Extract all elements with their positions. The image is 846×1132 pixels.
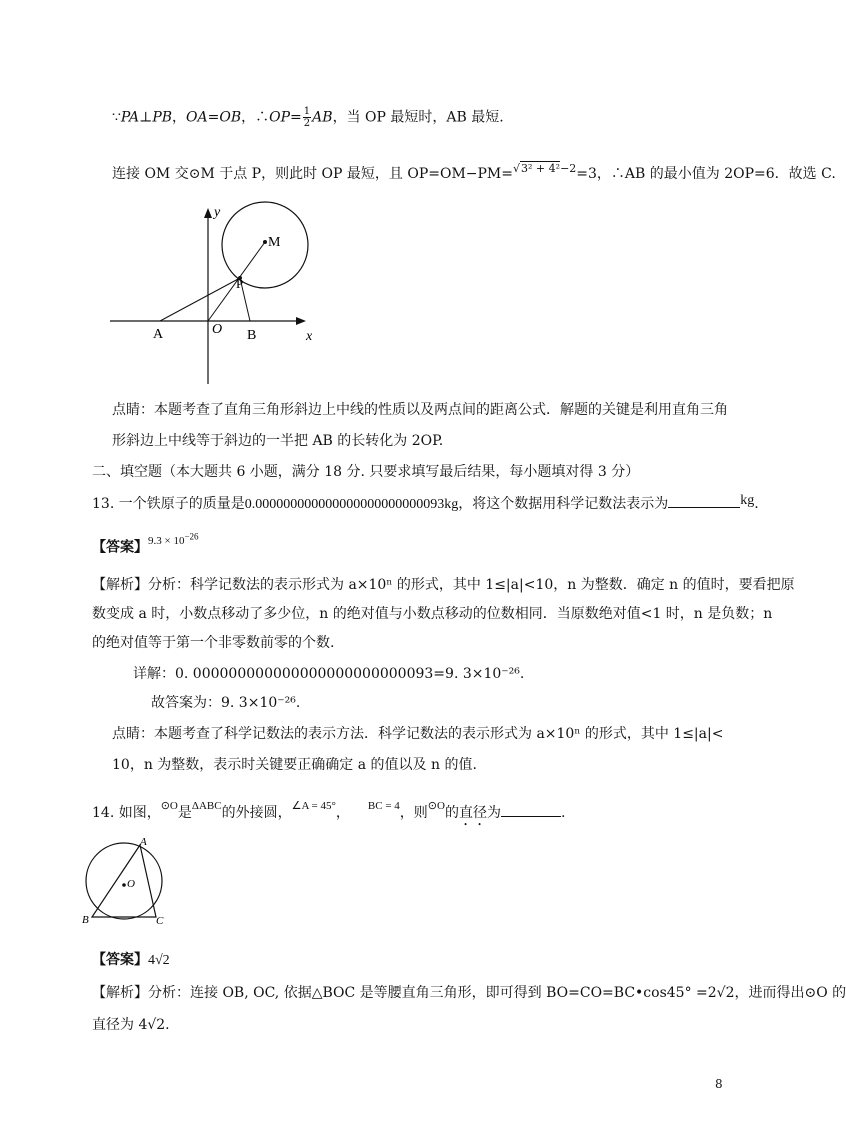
q12-line2-pre: 连接 OM 交⊙M 于点 P，则此时 OP 最短，且 OP=OM−PM= [112, 166, 514, 182]
q12-line2-post: =3，∴AB 的最小值为 2OP=6．故选 C. [576, 166, 836, 182]
q14-text5-pre: 的 [444, 805, 459, 821]
q14-answer-blank[interactable] [501, 802, 561, 817]
q13-comment-line1: 点睛：本题考查了科学记数法的表示方法．科学记数法的表示形式为 a×10ⁿ 的形式，其中 1≤|a|< [112, 726, 724, 742]
q13-final: 故答案为：9. 3×10⁻²⁶. [151, 695, 301, 711]
page-number: 8 [715, 1077, 723, 1091]
q12-coordinate-figure [108, 200, 328, 390]
q13-text-mid: ，将这个数据用科学记数法表示为 [458, 496, 669, 512]
q13-question [92, 491, 759, 515]
q14-triangle: ΔABC [191, 800, 222, 812]
x-axis-arrow [296, 317, 306, 325]
therefore-symbol: ∴ [255, 109, 270, 126]
q14-analysis-line2: 直径为 4√2. [92, 1017, 170, 1033]
q14-text2: 是 [177, 805, 192, 821]
ab-term: AB [312, 109, 333, 126]
q13-value: 0.000000000000000000000000093kg [244, 497, 459, 512]
q14-text5-dots: 直径 [458, 805, 487, 821]
q14-circle-figure [76, 835, 176, 927]
point-m [263, 240, 267, 244]
q14-angle: ∠A = 45° [291, 800, 336, 812]
fig-label-a: A [140, 836, 147, 848]
q13-answer [92, 526, 199, 558]
q12-line1: ∵PA⊥PB，OA=OB，∴OP= $\frac{1}{2}$ AB，当 OP 最短时，AB 最短. [112, 106, 504, 129]
fig-label-o: O [127, 878, 135, 890]
q14-answer-label: 【答案】 [92, 952, 148, 968]
q14-text1: 如图， [118, 805, 161, 821]
q13-answer-value: 9.3 × 10 [148, 534, 185, 547]
q14-text4: ，则 [399, 805, 428, 821]
segment-pa [160, 278, 240, 321]
fig-label-c: C [156, 915, 164, 927]
label-o: O [212, 322, 223, 337]
q13-answer-blank[interactable] [668, 493, 740, 508]
q13-text-pre: 一个铁原子的质量是 [118, 496, 245, 512]
circumcircle [86, 843, 162, 919]
q12-line1-tail: ，当 OP 最短时，AB 最短. [332, 109, 504, 126]
section2-heading: 二、填空题（本大题共 6 小题，满分 18 分. 只要求填写最后结果，每小题填对得 3 分） [92, 464, 640, 480]
sqrt-term: √3² + 4²−2 [513, 162, 577, 175]
label-p: P [236, 276, 244, 291]
frac-numerator: 1 [303, 106, 311, 117]
q13-answer-exp: −26 [184, 531, 199, 541]
q14-number: 14. [92, 805, 115, 821]
triangle-abc [92, 845, 156, 917]
circle-m [222, 202, 308, 288]
label-b: B [247, 328, 257, 343]
label-y: y [214, 205, 221, 220]
q14-circle-o: ⊙O [160, 800, 178, 812]
frac-denominator: 2 [303, 118, 311, 129]
q13-detail: 详解：0. 000000000000000000000000093=9. 3×10⁻²⁶. [133, 666, 525, 682]
q13-answer-label: 【答案】 [92, 539, 148, 556]
q12-comment-line2: 形斜边上中线等于斜边的一半把 AB 的长转化为 2OP. [112, 433, 444, 449]
q13-analysis-line3: 的绝对值等于第一个非零数前零的个数. [92, 635, 335, 651]
q14-question [92, 796, 565, 829]
pa-pb-expr: PA⊥PB [120, 109, 173, 126]
because-symbol: ∵ [112, 109, 121, 126]
q13-unit: kg [740, 493, 755, 508]
q14-text3: 的外接圆， [221, 805, 292, 821]
q12-comment-line1: 点睛：本题考查了直角三角形斜边上中线的性质以及两点间的距离公式．解题的关键是利用直角三角 [112, 402, 728, 418]
q14-bc: BC = 4 [367, 800, 400, 812]
q14-comma: ， [335, 805, 350, 821]
q12-line2 [112, 159, 836, 184]
fig-label-b: B [82, 914, 89, 926]
q13-number: 13. [92, 496, 115, 512]
center-o [122, 883, 126, 887]
op-eq-expr: OP= [269, 109, 302, 126]
q13-comment-line2: 10，n 为整数，表示时关键要正确确定 a 的值以及 n 的值. [112, 757, 477, 773]
oa-ob-expr: OA=OB [186, 109, 242, 126]
q14-answer [92, 950, 170, 971]
q14-answer-value: 4√2 [148, 953, 170, 968]
q13-end: . [754, 496, 759, 512]
label-a: A [153, 327, 164, 342]
q13-analysis-line2: 数变成 a 时，小数点移动了多少位，n 的绝对值与小数点移动的位数相同．当原数绝对值<1 时，n 是负数；n [92, 606, 773, 622]
y-axis-arrow [204, 208, 212, 218]
q14-end: . [560, 805, 566, 821]
minus-two: −2 [560, 162, 577, 175]
sqrt-radicand: 3² + 4² [521, 162, 561, 175]
q14-text5-post: 为 [486, 805, 501, 821]
half-fraction [303, 106, 311, 129]
label-m: M [268, 235, 281, 250]
q14-circle-o2: ⊙O [427, 800, 445, 812]
q13-answer-value-wrap [148, 531, 199, 547]
q13-analysis-line1: 【解析】分析：科学记数法的表示形式为 a×10ⁿ 的形式，其中 1≤|a|<10，n 为整数．确定 n 的值时，要看把原 [92, 577, 795, 593]
q14-analysis-line1: 【解析】分析：连接 OB, OC, 依据△BOC 是等腰直角三角形，即可得到 BO=CO=BC•cos45° =2√2，进而得出⊙O 的 [92, 985, 846, 1001]
label-x: x [306, 329, 313, 344]
